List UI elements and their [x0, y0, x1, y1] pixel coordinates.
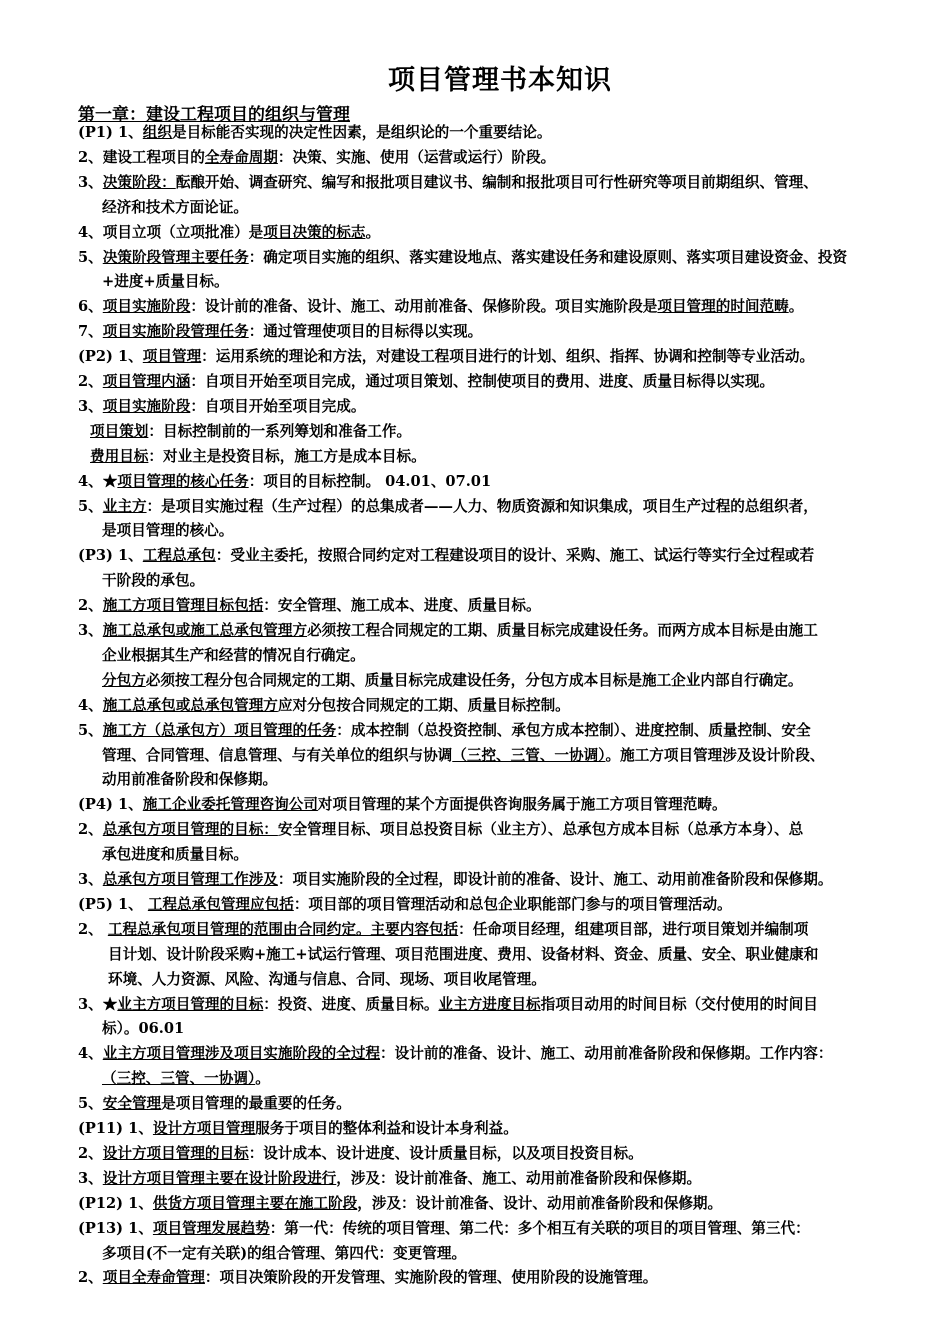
note-line [78, 896, 732, 914]
note-text: (P11) 1、 [78, 1120, 153, 1137]
note-line [102, 1070, 270, 1088]
note-text: ：任命项目经理，组建项目部，进行项目策划并编制项 [458, 920, 809, 938]
note-line [102, 572, 204, 590]
note-text: 2、 [78, 1269, 103, 1287]
note-text: 4、项目立项（立项批准）是 [78, 223, 264, 241]
note-text: ：第一代：传统的项目管理、第二代：多个相互有关联的项目的项目管理、第三代： [269, 1219, 810, 1237]
note-line [78, 597, 541, 615]
note-line [78, 622, 818, 640]
key-term: 施工总承包或总承包管理方 [102, 696, 278, 714]
key-term: （三控、三管、一协调） [102, 1070, 256, 1088]
note-text: 2、 [78, 920, 108, 938]
key-term: 项目全寿命管理 [102, 1269, 205, 1287]
note-text: ：投资、进度、质量目标。 [263, 995, 439, 1013]
key-term: 决策阶段管理主要任务 [102, 248, 249, 266]
note-text: 企业根据其生产和经营的情况自行确定。 [102, 646, 365, 664]
note-line [102, 522, 233, 540]
key-term: 业主方项目管理涉及项目实施阶段的全过程 [102, 1045, 381, 1063]
note-text: (P5) 1、 [78, 895, 148, 913]
note-text: 6、 [78, 298, 103, 316]
note-line [78, 1045, 832, 1063]
note-line [102, 747, 824, 765]
note-text: 。施工方项目管理涉及设计阶段、 [605, 746, 825, 764]
note-text: 环境、人力资源、风险、沟通与信息、合同、现场、项目收尾管理。 [108, 970, 546, 988]
key-term: 总承包方项目管理工作涉及 [102, 871, 278, 888]
note-line [102, 199, 248, 217]
note-text: ：自项目开始至项目完成，通过项目策划、控制使项目的费用、进度、质量目标得以实现。 [190, 373, 775, 390]
note-text: ：设计前的准备、设计、施工、动用前准备、保修阶段。项目实施阶段是 [190, 298, 658, 316]
note-line [78, 174, 818, 192]
note-text: 3、★ [78, 995, 118, 1013]
note-text: ：目标控制前的一系列筹划和准备工作。 [148, 422, 412, 440]
note-line [78, 298, 803, 316]
note-text: 服务于项目的整体利益和设计本身利益。 [255, 1120, 518, 1137]
note-line [102, 771, 277, 789]
note-text: ：项目部的项目管理活动和总包企业职能部门参与的项目管理活动。 [293, 895, 732, 913]
note-line [102, 672, 803, 690]
key-term: 全寿命周期 [204, 148, 278, 166]
note-line [102, 273, 229, 291]
note-line [78, 1220, 810, 1238]
note-text: ：决策、实施、使用（运营或运行）阶段。 [277, 148, 556, 166]
note-line [102, 647, 365, 665]
note-line [78, 323, 482, 341]
note-text: (P13) 1、 [78, 1219, 153, 1237]
key-term: （三控、三管、一协调） [452, 746, 606, 764]
key-term: 项目策划 [90, 422, 149, 440]
note-text: 3、 [78, 871, 103, 888]
note-line [78, 249, 847, 267]
note-line [102, 846, 248, 864]
note-text: 7、 [78, 323, 103, 341]
key-term: 项目实施阶段 [102, 298, 191, 316]
note-text: 。 [365, 223, 381, 241]
note-line [78, 498, 818, 516]
note-line [78, 1120, 518, 1138]
note-text: 。 [788, 298, 804, 316]
note-text: 干阶段的承包。 [102, 572, 205, 590]
key-term: 业主方项目管理的目标 [117, 995, 264, 1013]
note-text: 应对分包按合同规定的工期、质量目标控制。 [277, 696, 570, 714]
note-text: 3、 [78, 397, 103, 415]
note-text: 4、 [78, 696, 103, 714]
note-line [78, 1269, 657, 1287]
note-text: ：自项目开始至项目完成。 [190, 397, 366, 415]
note-line [102, 1020, 184, 1038]
key-term: 决策阶段： [102, 173, 176, 191]
key-term: 设计方项目管理 [152, 1120, 256, 1137]
note-text: 3、 [78, 1169, 103, 1187]
note-line [90, 448, 426, 466]
note-text: 必须按工程合同规定的工期、质量目标完成建设任务。而两方成本目标是由施工 [307, 622, 818, 639]
key-term: 总承包方项目管理的目标： [102, 821, 278, 839]
key-term: 项目管理的核心任务 [117, 472, 249, 490]
key-term: 组织 [142, 124, 172, 141]
note-text: 5、 [78, 497, 103, 515]
note-line [78, 697, 570, 715]
note-text: 4、 [78, 1045, 103, 1063]
note-text: ：项目实施阶段的全过程，即设计前的准备、设计、施工、动用前准备阶段和保修期。 [277, 871, 833, 888]
note-text: +进度+质量目标。 [102, 273, 229, 291]
key-term: 项目管理内涵 [102, 373, 191, 390]
key-term: 业主方 [102, 497, 147, 515]
note-text: 5、 [78, 721, 103, 739]
key-term: 施工总承包或施工总承包管理方 [102, 622, 308, 639]
key-term: 工程总承包项目管理的范围由合同约定。主要内容包括 [107, 920, 459, 938]
note-text: 2、 [78, 373, 103, 390]
note-line [78, 871, 832, 889]
note-text: 指项目动用的时间目标（交付使用的时间目 [540, 995, 818, 1013]
note-text: 安全管理目标、项目总投资目标（业主方）、总承包方成本目标（总承方本身）、总 [277, 821, 804, 839]
note-text: (P3) 1、 [78, 547, 143, 565]
note-text: ：确定项目实施的组织、落实建设地点、落实建设任务和建设原则、落实项目建设资金、投资 [248, 248, 848, 266]
note-text: (P1) 1、 [78, 124, 143, 141]
chapter-heading: 第一章：建设工程项目的组织与管理 [78, 105, 350, 125]
note-line [78, 224, 380, 242]
note-text: 承包进度和质量目标。 [102, 846, 248, 864]
note-text: 3、 [78, 173, 103, 191]
note-text: ：成本控制（总投资控制、承包方成本控制）、进度控制、质量控制、安全 [336, 721, 811, 739]
key-term: 供货方项目管理主要在施工阶段 [152, 1194, 358, 1212]
key-term: 施工方项目管理目标包括 [102, 597, 264, 615]
note-text: ：项目决策阶段的开发管理、实施阶段的管理、使用阶段的设施管理。 [204, 1269, 658, 1287]
key-term: 项目管理发展趋势 [152, 1219, 270, 1237]
key-term: 项目实施阶段管理任务 [102, 323, 249, 341]
note-line [78, 547, 814, 565]
key-term: 设计方项目管理主要在设计阶段进行 [102, 1169, 337, 1187]
note-line [78, 722, 811, 740]
note-line [78, 473, 491, 491]
note-text: ：通过管理使项目的目标得以实现。 [248, 323, 483, 341]
note-line [90, 423, 411, 441]
key-term: 项目管理 [142, 348, 202, 366]
key-term: 施工方（总承包方）项目管理的任务 [102, 721, 337, 739]
note-line [108, 971, 546, 989]
key-term: 安全管理 [102, 1095, 162, 1113]
note-line [78, 124, 551, 142]
note-text: 2、 [78, 597, 103, 615]
note-text: 5、 [78, 1095, 103, 1113]
note-text: ，涉及：设计前准备、设计、动用前准备阶段和保修期。 [357, 1194, 723, 1212]
note-line [78, 348, 814, 366]
key-term: 分包方 [102, 671, 146, 689]
note-line [108, 946, 818, 964]
note-line [78, 1095, 351, 1113]
note-text: 目计划、设计阶段采购+施工+试运行管理、项目范围进度、费用、设备材料、资金、质量、安全、职业健康和 [108, 945, 819, 963]
note-line [78, 921, 808, 939]
note-line [78, 373, 774, 391]
note-line [78, 1145, 643, 1163]
note-line [78, 1170, 701, 1188]
note-text: 。 [255, 1070, 270, 1088]
note-text: 是项目管理的核心。 [102, 522, 234, 540]
key-term: 费用目标 [90, 447, 149, 465]
note-text: 经济和技术方面论证。 [102, 198, 248, 216]
note-text: ：设计成本、设计进度、设计质量目标，以及项目投资目标。 [248, 1144, 643, 1162]
key-term: 项目实施阶段 [102, 397, 191, 415]
note-text: 4、★ [78, 472, 118, 490]
note-text: 2、建设工程项目的 [78, 148, 205, 166]
key-term: 施工企业委托管理咨询公司 [142, 796, 318, 814]
note-text: ：设计前的准备、设计、施工、动用前准备阶段和保修期。工作内容： [380, 1045, 833, 1063]
note-text: 管理、合同管理、信息管理、与有关单位的组织与协调 [102, 746, 453, 764]
note-line [102, 1245, 466, 1263]
note-line [78, 149, 555, 167]
note-text: 动用前准备阶段和保修期。 [102, 771, 278, 789]
note-text: 2、 [78, 1144, 103, 1162]
page-title: 项目管理书本知识 [388, 65, 612, 96]
note-text: 标）。06.01 [102, 1020, 185, 1038]
note-text: ，涉及：设计前准备、施工、动用前准备阶段和保修期。 [336, 1169, 702, 1187]
note-text: 对项目管理的某个方面提供咨询服务属于施工方项目管理范畴。 [317, 796, 727, 814]
key-term: 业主方进度目标 [438, 995, 541, 1013]
note-line [78, 996, 818, 1014]
note-line [78, 796, 727, 814]
key-term: 项目决策的标志 [263, 223, 366, 241]
note-text: 多项目(不一定有关联)的组合管理、第四代：变更管理。 [102, 1244, 467, 1262]
note-text: 5、 [78, 248, 103, 266]
note-text: ：项目的目标控制。 04.01、07.01 [248, 472, 492, 490]
note-text: ：安全管理、施工成本、进度、质量目标。 [263, 597, 541, 615]
note-text: ：受业主委托，按照合同约定对工程建设项目的设计、采购、施工、试运行等实行全过程或若 [215, 547, 815, 565]
key-term: 设计方项目管理的目标 [102, 1144, 249, 1162]
note-line [78, 821, 803, 839]
note-line [78, 1195, 722, 1213]
key-term: 工程总承包 [142, 547, 216, 565]
note-text: 必须按工程分包合同规定的工期、质量目标完成建设任务，分包方成本目标是施工企业内部自行确定。 [145, 671, 803, 689]
note-line [78, 398, 365, 416]
note-text: 3、 [78, 622, 103, 639]
note-text: 酝酿开始、调查研究、编写和报批项目建议书、编制和报批项目可行性研究等项目前期组织、管理、 [175, 173, 818, 191]
note-text: 2、 [78, 821, 103, 839]
note-text: 是项目管理的最重要的任务。 [161, 1095, 351, 1113]
note-text: (P4) 1、 [78, 796, 143, 814]
note-text: ：运用系统的理论和方法，对建设工程项目进行的计划、组织、指挥、协调和控制等专业活动。 [201, 348, 815, 366]
note-text: 是目标能否实现的决定性因素，是组织论的一个重要结论。 [171, 124, 552, 141]
note-text: ：对业主是投资目标，施工方是成本目标。 [148, 447, 426, 465]
note-text: (P12) 1、 [78, 1194, 153, 1212]
note-text: ：是项目实施过程（生产过程）的总集成者——人力、物质资源和知识集成，项目生产过程的总组织者， [146, 497, 818, 515]
key-term: 项目管理的时间范畴 [657, 298, 789, 316]
key-term: 工程总承包管理应包括 [147, 895, 294, 913]
note-text: (P2) 1、 [78, 348, 143, 366]
